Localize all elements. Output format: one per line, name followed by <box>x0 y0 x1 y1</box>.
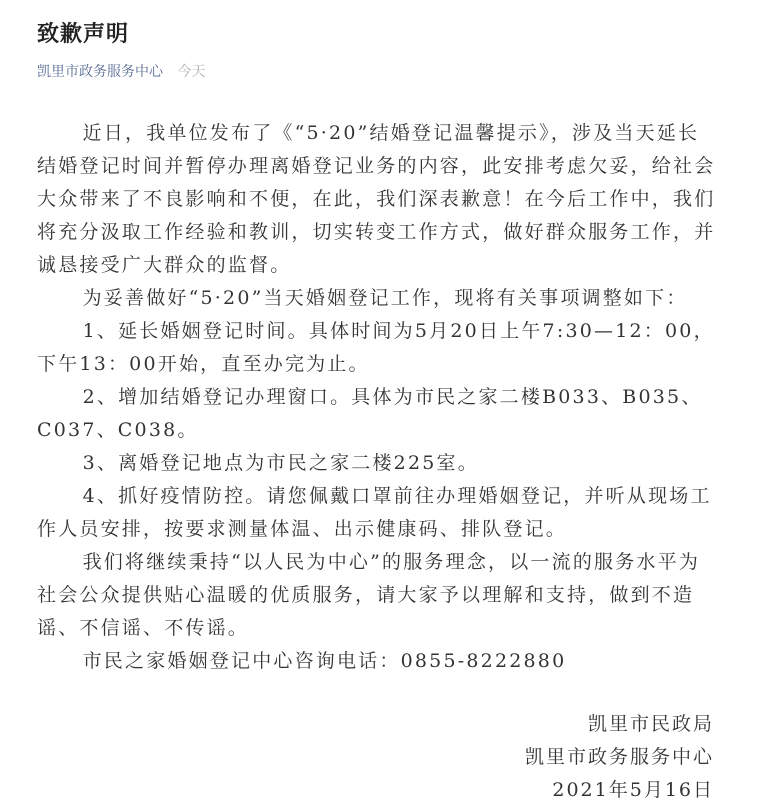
paragraph-apology: 近日，我单位发布了《“5·20”结婚登记温馨提示》，涉及当天延长结婚登记时间并暂停办理离婚登记业务的内容，此安排考虑欠妥，给社会大众带来了不良影响和不便，在此，我们深表歉意！在今后工作中，我们将充分汲取工作经验和教训，切实转变工作方式，做好群众服务工作，并诚恳接受广大群众的监督。 <box>37 122 716 276</box>
author-link[interactable]: 凯里市政务服务中心 <box>37 64 163 80</box>
article-title: 致歉声明 <box>37 22 130 47</box>
paragraph-item-3: 3、离婚登记地点为市民之家二楼225室。 <box>82 452 479 474</box>
paragraph-commitment: 我们将继续秉持“以人民为中心”的服务理念，以一流的服务水平为社会公众提供贴心温暖的优质服务，请大家予以理解和支持，做到不造谣、不信谣、不传谣。 <box>37 551 701 639</box>
publish-date: 今天 <box>177 64 206 80</box>
paragraph-item-1: 1、延长婚姻登记时间。具体时间为5月20日上午7:30—12：00，下午13：00开始，直至办完为止。 <box>37 320 715 375</box>
signature-org-service-center: 凯里市政务服务中心 <box>524 746 714 768</box>
signature-date: 2021年5月16日 <box>552 779 714 801</box>
article-body <box>37 117 717 678</box>
signature-block <box>525 708 714 807</box>
article-meta <box>37 62 205 82</box>
paragraph-item-2: 2、增加结婚登记办理窗口。具体为市民之家二楼B033、B035、C037、C038。 <box>37 386 703 441</box>
signature-org-civil-affairs: 凯里市民政局 <box>587 713 714 735</box>
paragraph-adjustments-intro: 为妥善做好“5·20”当天婚姻登记工作，现将有关事项调整如下： <box>82 287 688 309</box>
paragraph-contact-phone: 市民之家婚姻登记中心咨询电话：0855-8222880 <box>82 650 567 672</box>
paragraph-item-4: 4、抓好疫情防控。请您佩戴口罩前往办理婚姻登记，并听从现场工作人员安排，按要求测量体温、出示健康码、排队登记。 <box>37 485 712 540</box>
